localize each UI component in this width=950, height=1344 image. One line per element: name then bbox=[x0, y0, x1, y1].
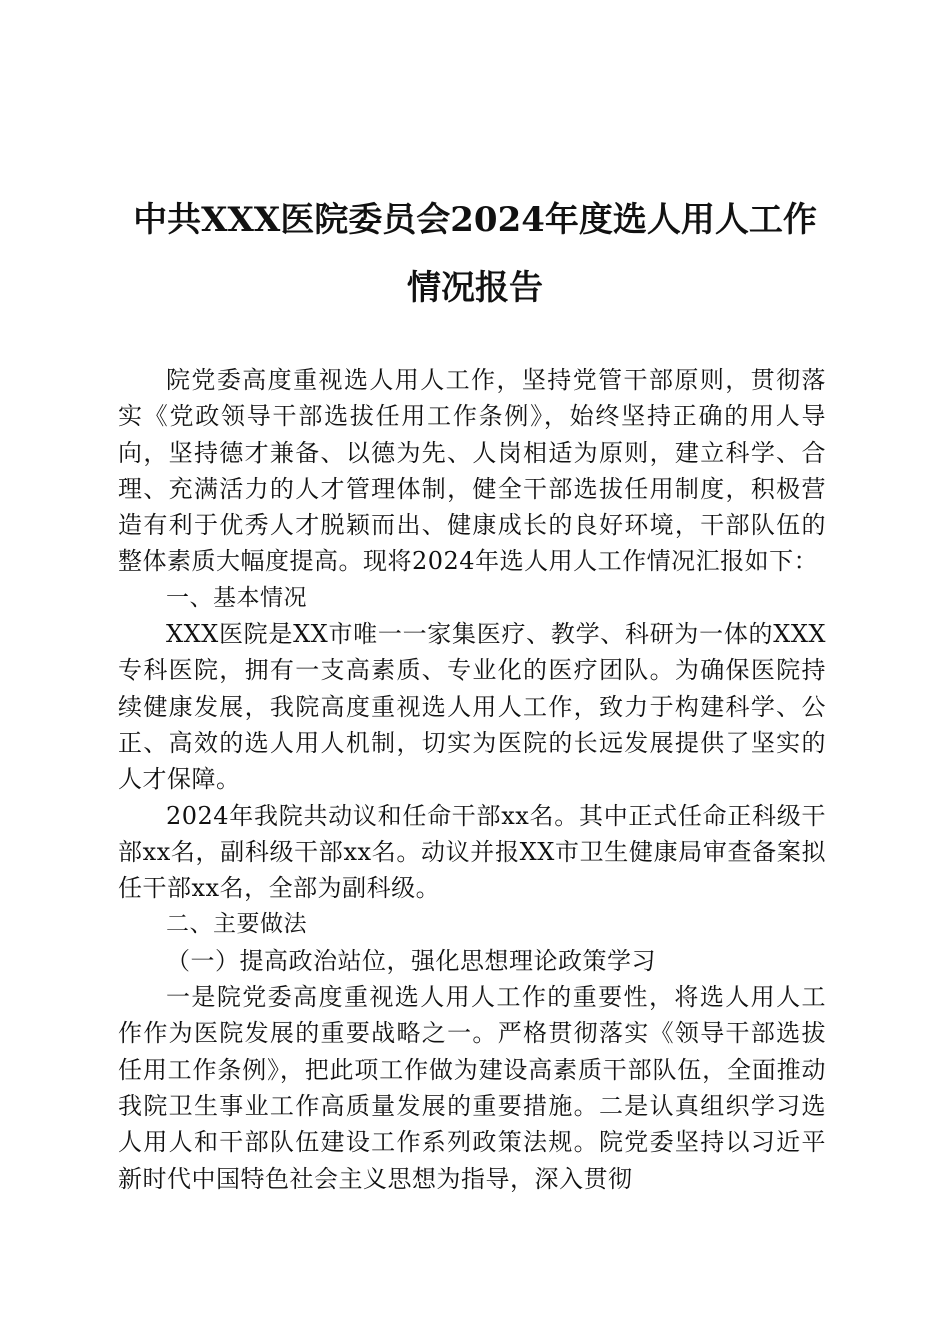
subsection-heading: （一）提高政治站位，强化思想理论政策学习 bbox=[166, 946, 656, 975]
intro-paragraph: 院党委高度重视选人用人工作，坚持党管干部原则，贯彻落实《党政领导干部选拔任用工作条例》，始终坚持正确的用人导向，坚持德才兼备、以德为先、人岗相适为原则，建立科学、合理、充满活力的人才管理体制，健全干部选拔任用制度，积极营造有利于优秀人才脱颖而出、健康成长的良好环境，干部队伍的整体素质大幅度提高。现将2024年选人用人工作情况汇报如下： bbox=[118, 366, 826, 576]
body-paragraph: 2024年我院共动议和任命干部xx名。其中正式任命正科级干部xx名，副科级干部xx名。动议并报XX市卫生健康局审查备案拟任干部xx名，全部为副科级。 bbox=[118, 801, 826, 903]
body-paragraph: 一是院党委高度重视选人用人工作的重要性，将选人用人工作作为医院发展的重要战略之一。严格贯彻落实《领导干部选拔任用工作条例》，把此项工作做为建设高素质干部队伍，全面推动我院卫生事业工作高质量发展的重要措施。二是认真组织学习选人用人和干部队伍建设工作系列政策法规。院党委坚持以习近平新时代中国特色社会主义思想为指导，深入贯彻 bbox=[118, 983, 826, 1193]
section-heading-main-practices: 二、主要做法 bbox=[166, 911, 307, 938]
body-paragraph: XXX医院是XX市唯一一家集医疗、教学、科研为一体的XXX专科医院，拥有一支高素质、专业化的医疗团队。为确保医院持续健康发展，我院高度重视选人用人工作，致力于构建科学、公正、高效的选人用人机制，切实为医院的长远发展提供了坚实的人才保障。 bbox=[118, 620, 826, 794]
document-body bbox=[118, 362, 826, 1197]
section-heading-basic-situation: 一、基本情况 bbox=[166, 584, 307, 611]
document-title-line1: 中共XXX医院委员会2024年度选人用人工作 bbox=[133, 200, 817, 240]
document-title-line2: 情况报告 bbox=[407, 268, 543, 308]
